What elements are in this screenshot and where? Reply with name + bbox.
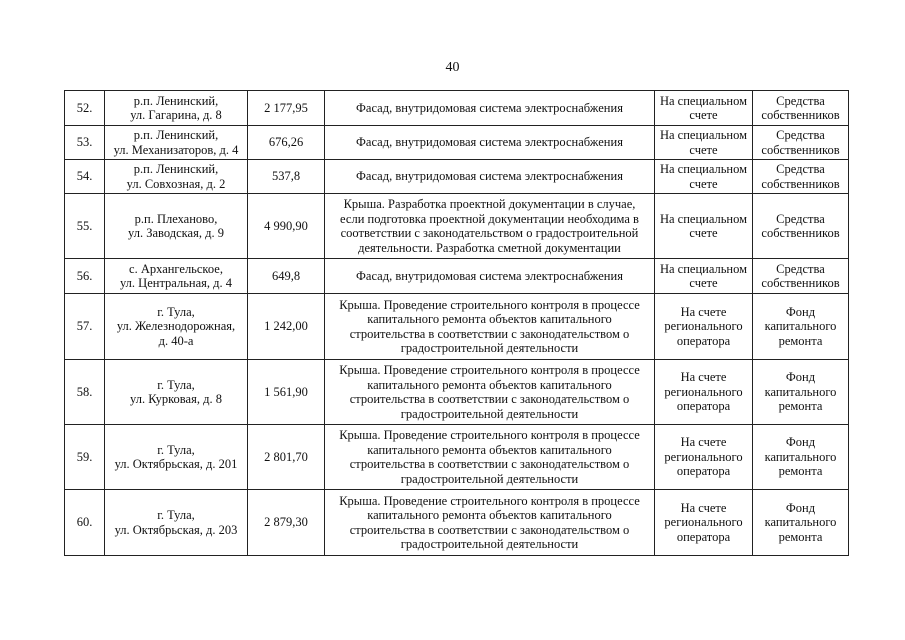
cost-cell: 537,8	[248, 160, 325, 194]
work-type-cell-line: градостроительной деятельности	[400, 537, 579, 551]
row-number-cell: 54.	[65, 160, 105, 194]
work-type-cell	[325, 360, 655, 425]
funding-source-cell-line: собственников	[761, 276, 840, 290]
funding-source-cell	[753, 294, 849, 360]
account-type-cell	[655, 194, 753, 259]
work-type-cell-line: градостроительной деятельности	[400, 471, 579, 486]
row-number-cell: 55.	[65, 194, 105, 259]
cost-cell: 4 990,90	[248, 194, 325, 259]
account-type-cell-line: оператора	[676, 399, 731, 414]
cost-cell: 2 801,70	[248, 425, 325, 490]
funding-source-cell-line: Средства	[776, 162, 825, 176]
account-type-cell-line: На специальном	[659, 93, 748, 108]
address-cell-line: г. Тула,	[157, 304, 195, 319]
work-type-cell	[325, 126, 655, 160]
address-cell	[105, 425, 248, 490]
row-number-cell: 60.	[65, 490, 105, 556]
work-type-cell-line: градостроительной деятельности	[400, 406, 579, 421]
account-type-cell-line: счете	[689, 142, 718, 157]
funding-source-cell-line: собственников	[761, 176, 840, 191]
account-type-cell-line: На специальном	[659, 128, 748, 142]
cost-cell: 2 177,95	[248, 91, 325, 126]
funding-source-cell	[753, 194, 849, 259]
account-type-cell-line: регионального	[664, 515, 743, 530]
address-cell-line: р.п. Ленинский,	[133, 93, 219, 108]
funding-source-cell-line: капитального	[764, 515, 837, 530]
table-row	[65, 490, 849, 556]
address-cell-line: г. Тула,	[157, 377, 195, 392]
work-type-cell-line: если подготовка проектной документации необходима в	[340, 211, 639, 226]
work-type-cell	[325, 91, 655, 126]
address-cell-line: ул. Гагарина, д. 8	[130, 108, 222, 122]
work-type-cell-line: Фасад, внутридомовая система электроснабжения	[356, 100, 623, 115]
account-type-cell-line: На специальном	[659, 261, 748, 276]
funding-source-cell	[753, 91, 849, 126]
funding-source-cell	[753, 126, 849, 160]
funding-source-cell-line: Средства	[776, 211, 825, 226]
address-cell	[105, 294, 248, 360]
funding-source-cell-line: ремонта	[778, 399, 823, 414]
address-cell-line: ул. Железнодорожная,	[116, 319, 236, 334]
address-cell-line: г. Тула,	[157, 442, 195, 457]
account-type-cell-line: регионального	[664, 384, 743, 399]
cost-cell: 1 242,00	[248, 294, 325, 360]
address-cell	[105, 91, 248, 126]
account-type-cell	[655, 160, 753, 194]
address-cell-line: ул. Совхозная, д. 2	[126, 176, 226, 191]
account-type-cell-line: На специальном	[659, 162, 748, 176]
funding-source-cell-line: Средства	[776, 93, 825, 108]
work-type-cell-line: Крыша. Разработка проектной документации в случае,	[343, 197, 636, 211]
account-type-cell-line: оператора	[676, 464, 731, 479]
account-type-cell	[655, 360, 753, 425]
address-cell	[105, 259, 248, 294]
funding-source-cell	[753, 360, 849, 425]
funding-source-cell-line: Средства	[776, 128, 825, 142]
work-type-cell-line: строительства в соответствии с законодательством о	[349, 392, 630, 406]
account-type-cell	[655, 425, 753, 490]
account-type-cell-line: счете	[689, 226, 718, 240]
cost-cell: 2 879,30	[248, 490, 325, 556]
work-type-cell	[325, 294, 655, 360]
table-row	[65, 160, 849, 194]
row-number-cell: 58.	[65, 360, 105, 425]
row-number-cell: 56.	[65, 259, 105, 294]
work-type-cell-line: Крыша. Проведение строительного контроля в процессе	[339, 297, 640, 312]
table-row	[65, 91, 849, 126]
account-type-cell	[655, 294, 753, 360]
table-row	[65, 360, 849, 425]
work-type-cell-line: Фасад, внутридомовая система электроснабжения	[356, 268, 623, 283]
address-cell-line: ул. Механизаторов, д. 4	[113, 142, 239, 157]
account-type-cell-line: На специальном	[659, 211, 748, 226]
account-type-cell-line: счете	[689, 176, 718, 191]
funding-source-cell-line: Фонд	[785, 370, 816, 385]
work-type-cell-line: соответствии с законодательством о градостроительной	[340, 226, 639, 240]
account-type-cell	[655, 490, 753, 556]
page-number: 40	[445, 60, 460, 75]
funding-source-cell-line: собственников	[761, 226, 840, 240]
funding-source-cell-line: Фонд	[785, 500, 816, 515]
row-number-cell: 57.	[65, 294, 105, 360]
work-type-cell-line: капитального ремонта объектов капитального	[367, 508, 612, 522]
address-cell-line: г. Тула,	[157, 508, 195, 522]
funding-source-cell	[753, 490, 849, 556]
account-type-cell-line: оператора	[676, 333, 731, 348]
work-type-cell	[325, 425, 655, 490]
address-cell	[105, 490, 248, 556]
funding-source-cell-line: ремонта	[778, 333, 823, 348]
work-type-cell-line: Фасад, внутридомовая система электроснабжения	[356, 169, 623, 184]
account-type-cell	[655, 126, 753, 160]
account-type-cell-line: регионального	[664, 319, 743, 334]
table-row	[65, 194, 849, 259]
funding-source-cell-line: капитального	[764, 449, 837, 464]
address-cell-line: р.п. Плеханово,	[134, 211, 218, 226]
work-type-cell-line: строительства в соответствии с законодательством о	[349, 326, 630, 341]
address-cell-line: ул. Заводская, д. 9	[128, 226, 224, 240]
address-cell-line: ул. Центральная, д. 4	[119, 276, 232, 290]
work-type-cell	[325, 259, 655, 294]
address-cell-line: р.п. Ленинский,	[133, 128, 219, 142]
row-number-cell: 52.	[65, 91, 105, 126]
repair-registry-table	[64, 90, 849, 556]
work-type-cell	[325, 490, 655, 556]
work-type-cell-line: капитального ремонта объектов капитального	[367, 442, 612, 457]
funding-source-cell-line: Фонд	[785, 304, 816, 319]
address-cell	[105, 160, 248, 194]
address-cell	[105, 360, 248, 425]
account-type-cell-line: На счете	[680, 500, 727, 515]
address-cell-line: д. 40-а	[158, 333, 194, 348]
address-cell-line: ул. Курковая, д. 8	[130, 392, 222, 406]
funding-source-cell-line: собственников	[761, 142, 840, 157]
row-number-cell: 59.	[65, 425, 105, 490]
table-body	[65, 91, 849, 556]
funding-source-cell-line: Средства	[776, 261, 825, 276]
work-type-cell-line: деятельности. Разработка сметной документации	[358, 240, 621, 255]
work-type-cell-line: капитального ремонта объектов капитального	[367, 377, 612, 392]
account-type-cell-line: счете	[689, 108, 718, 122]
address-cell-line: ул. Октябрьская, д. 201	[114, 457, 238, 471]
work-type-cell-line: градостроительной деятельности	[400, 341, 579, 355]
funding-source-cell	[753, 160, 849, 194]
work-type-cell-line: Крыша. Проведение строительного контроля в процессе	[339, 428, 640, 442]
work-type-cell	[325, 194, 655, 259]
work-type-cell	[325, 160, 655, 194]
row-number-cell: 53.	[65, 126, 105, 160]
table-row	[65, 425, 849, 490]
account-type-cell	[655, 91, 753, 126]
funding-source-cell-line: капитального	[764, 319, 837, 334]
address-cell	[105, 194, 248, 259]
account-type-cell	[655, 259, 753, 294]
address-cell-line: р.п. Ленинский,	[133, 162, 219, 176]
funding-source-cell-line: капитального	[764, 384, 837, 399]
funding-source-cell	[753, 425, 849, 490]
account-type-cell-line: На счете	[680, 304, 727, 319]
funding-source-cell-line: ремонта	[778, 529, 823, 544]
table-row	[65, 126, 849, 160]
table-row	[65, 259, 849, 294]
funding-source-cell-line: ремонта	[778, 464, 823, 479]
account-type-cell-line: счете	[689, 276, 718, 290]
funding-source-cell	[753, 259, 849, 294]
work-type-cell-line: Крыша. Проведение строительного контроля в процессе	[339, 493, 640, 508]
work-type-cell-line: Крыша. Проведение строительного контроля в процессе	[339, 363, 640, 377]
address-cell-line: ул. Октябрьская, д. 203	[114, 522, 238, 537]
cost-cell: 1 561,90	[248, 360, 325, 425]
work-type-cell-line: капитального ремонта объектов капитального	[367, 312, 612, 326]
funding-source-cell-line: собственников	[761, 108, 840, 122]
table-row	[65, 294, 849, 360]
cost-cell: 649,8	[248, 259, 325, 294]
account-type-cell-line: На счете	[680, 370, 727, 385]
funding-source-cell-line: Фонд	[785, 435, 816, 450]
cost-cell: 676,26	[248, 126, 325, 160]
address-cell	[105, 126, 248, 160]
work-type-cell-line: Фасад, внутридомовая система электроснабжения	[356, 135, 623, 150]
account-type-cell-line: На счете	[680, 435, 727, 450]
work-type-cell-line: строительства в соответствии с законодательством о	[349, 457, 630, 471]
work-type-cell-line: строительства в соответствии с законодательством о	[349, 522, 630, 537]
account-type-cell-line: регионального	[664, 449, 743, 464]
account-type-cell-line: оператора	[676, 529, 731, 544]
address-cell-line: с. Архангельское,	[129, 261, 223, 276]
